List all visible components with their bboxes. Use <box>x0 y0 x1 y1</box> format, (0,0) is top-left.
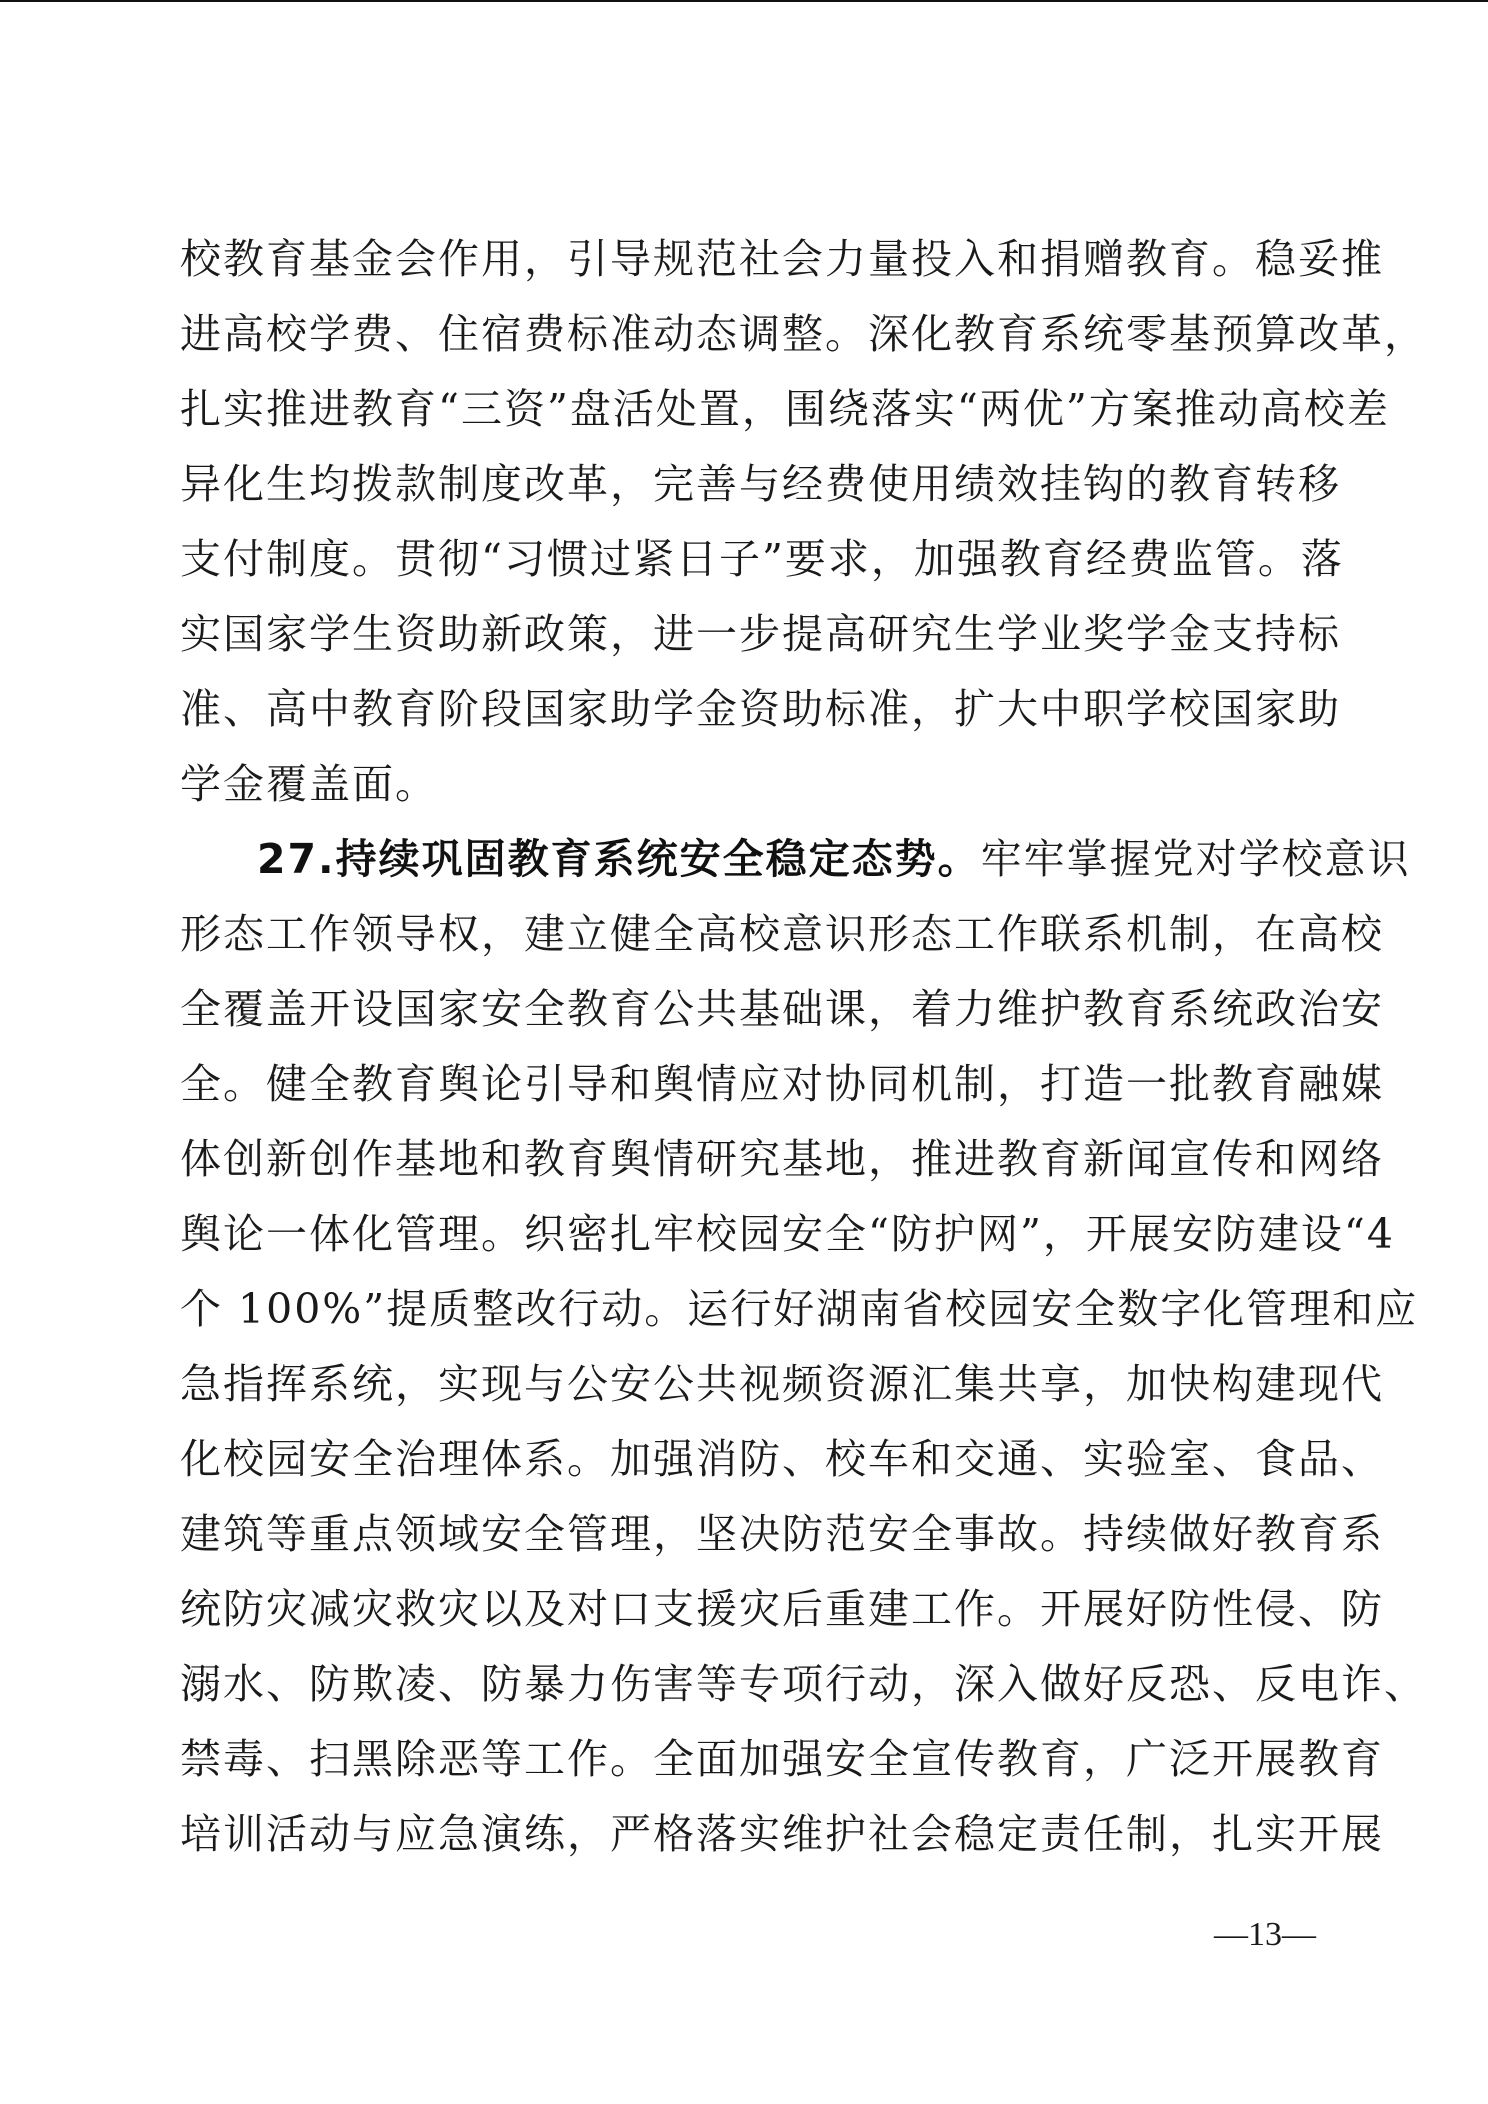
text-line: 建筑等重点领域安全管理，坚决防范安全事故。持续做好教育系 <box>180 1510 1384 1558</box>
section-heading: 27.持续巩固教育系统安全稳定态势。 <box>257 835 981 883</box>
text-line: 培训活动与应急演练，严格落实维护社会稳定责任制，扎实开展 <box>180 1810 1384 1858</box>
text-line: 准、高中教育阶段国家助学金资助标准，扩大中职学校国家助 <box>180 685 1341 733</box>
text-line: 校教育基金会作用，引导规范社会力量投入和捐赠教育。稳妥推 <box>180 235 1384 283</box>
text-line: 扎实推进教育“三资”盘活处置，围绕落实“两优”方案推动高校差 <box>180 385 1390 433</box>
text-run: 牢牢掌握党对学校意识 <box>980 835 1411 883</box>
text-line: 学金覆盖面。 <box>180 760 438 808</box>
text-line: 禁毒、扫黑除恶等工作。全面加强安全宣传教育，广泛开展教育 <box>180 1735 1384 1783</box>
top-border-line <box>0 0 1488 2</box>
text-line: 全覆盖开设国家安全教育公共基础课，着力维护教育系统政治安 <box>180 985 1384 1033</box>
text-line: 实国家学生资助新政策，进一步提高研究生学业奖学金支持标 <box>180 610 1341 658</box>
text-line: 急指挥系统，实现与公安公共视频资源汇集共享，加快构建现代 <box>180 1360 1384 1408</box>
text-line: 溺水、防欺凌、防暴力伤害等专项行动，深入做好反恐、反电诈、 <box>180 1660 1427 1708</box>
paragraph-27-first-line <box>180 822 1411 897</box>
text-line: 进高校学费、住宿费标准动态调整。深化教育系统零基预算改革， <box>180 310 1427 358</box>
text-line: 异化生均拨款制度改革，完善与经费使用绩效挂钩的教育转移 <box>180 460 1341 508</box>
page-number: —13— <box>1214 1916 1316 1953</box>
text-line: 体创新创作基地和教育舆情研究基地，推进教育新闻宣传和网络 <box>180 1135 1384 1183</box>
text-line: 支付制度。贯彻“习惯过紧日子”要求，加强教育经费监管。落 <box>180 535 1344 583</box>
text-line: 统防灾减灾救灾以及对口支援灾后重建工作。开展好防性侵、防 <box>180 1585 1384 1633</box>
text-line: 舆论一体化管理。织密扎牢校园安全“防护网”，开展安防建设“4 <box>180 1210 1395 1258</box>
text-line: 形态工作领导权，建立健全高校意识形态工作联系机制，在高校 <box>180 910 1384 958</box>
text-line: 化校园安全治理体系。加强消防、校车和交通、实验室、食品、 <box>180 1435 1384 1483</box>
text-line: 全。健全教育舆论引导和舆情应对协同机制，打造一批教育融媒 <box>180 1060 1384 1108</box>
text-line: 个 100%”提质整改行动。运行好湖南省校园安全数字化管理和应 <box>180 1285 1419 1333</box>
body-text <box>180 222 1427 1872</box>
